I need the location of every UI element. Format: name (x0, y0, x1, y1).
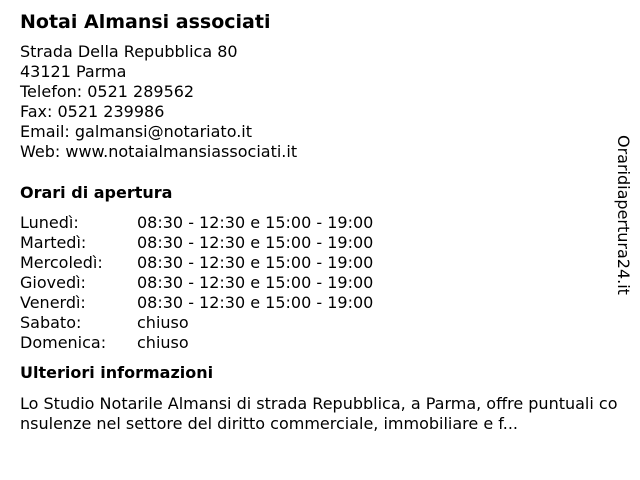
hours-row (20, 213, 373, 233)
hours-row (20, 293, 373, 313)
hours-row (20, 313, 373, 333)
email-line: Email: galmansi@notariato.it (20, 122, 253, 141)
day-hours: 08:30 - 12:30 e 15:00 - 19:00 (137, 213, 374, 232)
day-hours: chiuso (137, 333, 189, 352)
day-label: Venerdì: (20, 293, 86, 312)
street-address: Strada Della Repubblica 80 (20, 42, 238, 61)
hours-row (20, 273, 373, 293)
hours-row (20, 233, 373, 253)
fax-line: Fax: 0521 239986 (20, 102, 165, 121)
phone-line: Telefon: 0521 289562 (20, 82, 195, 101)
business-card (20, 10, 618, 434)
business-description: Lo Studio Notarile Almansi di strada Repubblica, a Parma, offre puntuali consulenze nel settore del diritto commerciale, immobiliare e f... (20, 394, 618, 433)
day-label: Giovedì: (20, 273, 86, 292)
day-label: Martedì: (20, 233, 87, 252)
postal-city: 43121 Parma (20, 62, 127, 81)
day-label: Mercoledì: (20, 253, 103, 272)
hours-row (20, 333, 373, 353)
day-hours: 08:30 - 12:30 e 15:00 - 19:00 (137, 233, 374, 252)
day-label: Domenica: (20, 333, 107, 352)
day-hours: 08:30 - 12:30 e 15:00 - 19:00 (137, 253, 374, 272)
day-hours: 08:30 - 12:30 e 15:00 - 19:00 (137, 273, 374, 292)
hours-row (20, 253, 373, 273)
business-name: Notai Almansi associati (20, 11, 271, 33)
day-label: Sabato: (20, 313, 82, 332)
opening-hours-heading: Orari di apertura (20, 183, 173, 202)
more-info-heading: Ulteriori informazioni (20, 363, 214, 382)
opening-hours-table (20, 213, 373, 353)
address-block (20, 42, 610, 162)
day-label: Lunedì: (20, 213, 79, 232)
day-hours: 08:30 - 12:30 e 15:00 - 19:00 (137, 293, 374, 312)
web-line: Web: www.notaialmansiassociati.it (20, 142, 298, 161)
day-hours: chiuso (137, 313, 189, 332)
site-brand-vertical: Oraridiapertura24.it (614, 135, 633, 295)
